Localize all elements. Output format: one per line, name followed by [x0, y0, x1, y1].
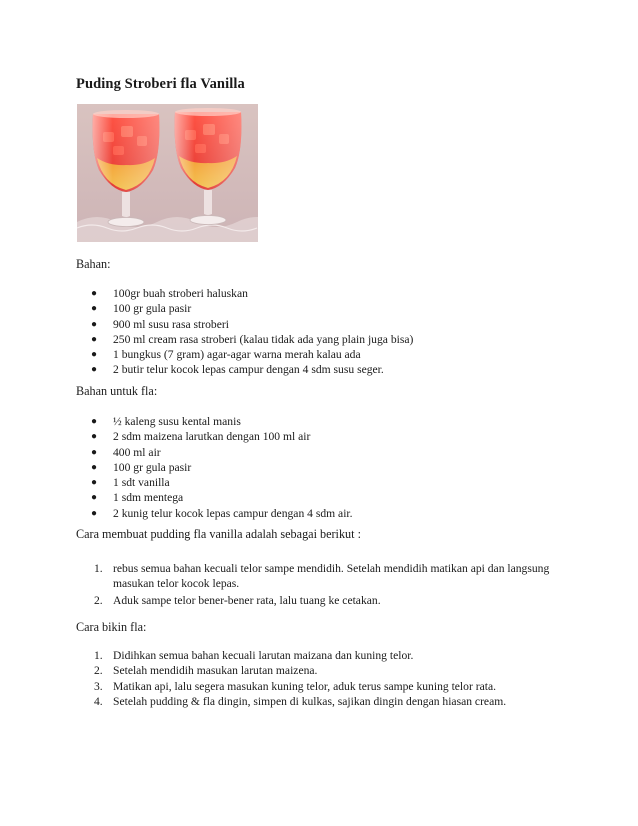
- list-item: ● 1 bungkus (7 gram) agar-agar warna merah kalau ada: [91, 348, 361, 362]
- list-item: 4. Setelah pudding & fla dingin, simpen di kulkas, sajikan dingin dengan hiasan cream.: [94, 694, 507, 708]
- pudding-photo: [77, 104, 258, 242]
- cara-membuat-steps: [94, 561, 554, 609]
- bahan-fla-label: Bahan untuk fla:: [76, 384, 158, 398]
- list-item: ● 2 butir telur kocok lepas campur dengan 4 sdm susu seger.: [91, 363, 384, 377]
- bahan-fla-list: [91, 414, 353, 521]
- list-item: 3. Matikan api, lalu segera masukan kuning telor, aduk terus sampe kuning telor rata.: [94, 679, 496, 693]
- bullet-icon: ●: [91, 492, 98, 504]
- cara-bikin-label: Cara bikin fla:: [76, 620, 147, 634]
- list-item: 1. rebus semua bahan kecuali telor sampe mendidih. Setelah mendidih matikan api dan langsung masukan telor kocok lepas.: [94, 562, 550, 591]
- list-item: 2. Setelah mendidih masukan larutan maizena.: [94, 664, 318, 678]
- list-item: ● 900 ml susu rasa stroberi: [91, 317, 229, 331]
- bullet-icon: ●: [91, 318, 98, 330]
- list-item: ● 400 ml air: [91, 445, 161, 459]
- list-item: 1. Didihkan semua bahan kecuali larutan maizana dan kuning telor.: [94, 649, 414, 662]
- bullet-icon: ●: [91, 364, 98, 376]
- bullet-icon: ●: [91, 431, 98, 443]
- bullet-icon: ●: [91, 288, 98, 299]
- cara-bikin-steps: [94, 648, 554, 709]
- bullet-icon: ●: [91, 446, 98, 458]
- recipe-title: Puding Stroberi fla Vanilla: [76, 76, 245, 92]
- bullet-icon: ●: [91, 333, 98, 345]
- list-item: ● 1 sdt vanilla: [91, 476, 170, 490]
- list-item: ● 100gr buah stroberi haluskan: [91, 287, 248, 300]
- bullet-icon: ●: [91, 477, 98, 489]
- list-item: ● 100 gr gula pasir: [91, 302, 192, 316]
- list-item: 2. Aduk sampe telor bener-bener rata, lalu tuang ke cetakan.: [94, 593, 381, 607]
- list-item: ● ½ kaleng susu kental manis: [91, 415, 241, 428]
- bullet-icon: ●: [91, 303, 98, 315]
- bullet-icon: ●: [91, 416, 98, 427]
- list-item: ● 100 gr gula pasir: [91, 460, 192, 474]
- bullet-icon: ●: [91, 507, 98, 519]
- cara-membuat-label: Cara membuat pudding fla vanilla adalah sebagai berikut :: [76, 527, 361, 541]
- list-item: ● 1 sdm mentega: [91, 491, 184, 505]
- bullet-icon: ●: [91, 349, 98, 361]
- list-item: ● 2 kunig telur kocok lepas campur dengan 4 sdm air.: [91, 506, 353, 520]
- bahan-label: Bahan:: [76, 257, 111, 271]
- list-item: ● 250 ml cream rasa stroberi (kalau tidak ada yang plain juga bisa): [91, 332, 414, 346]
- bahan-list: [91, 286, 413, 378]
- list-item: ● 2 sdm maizena larutkan dengan 100 ml air: [91, 430, 311, 444]
- bullet-icon: ●: [91, 461, 98, 473]
